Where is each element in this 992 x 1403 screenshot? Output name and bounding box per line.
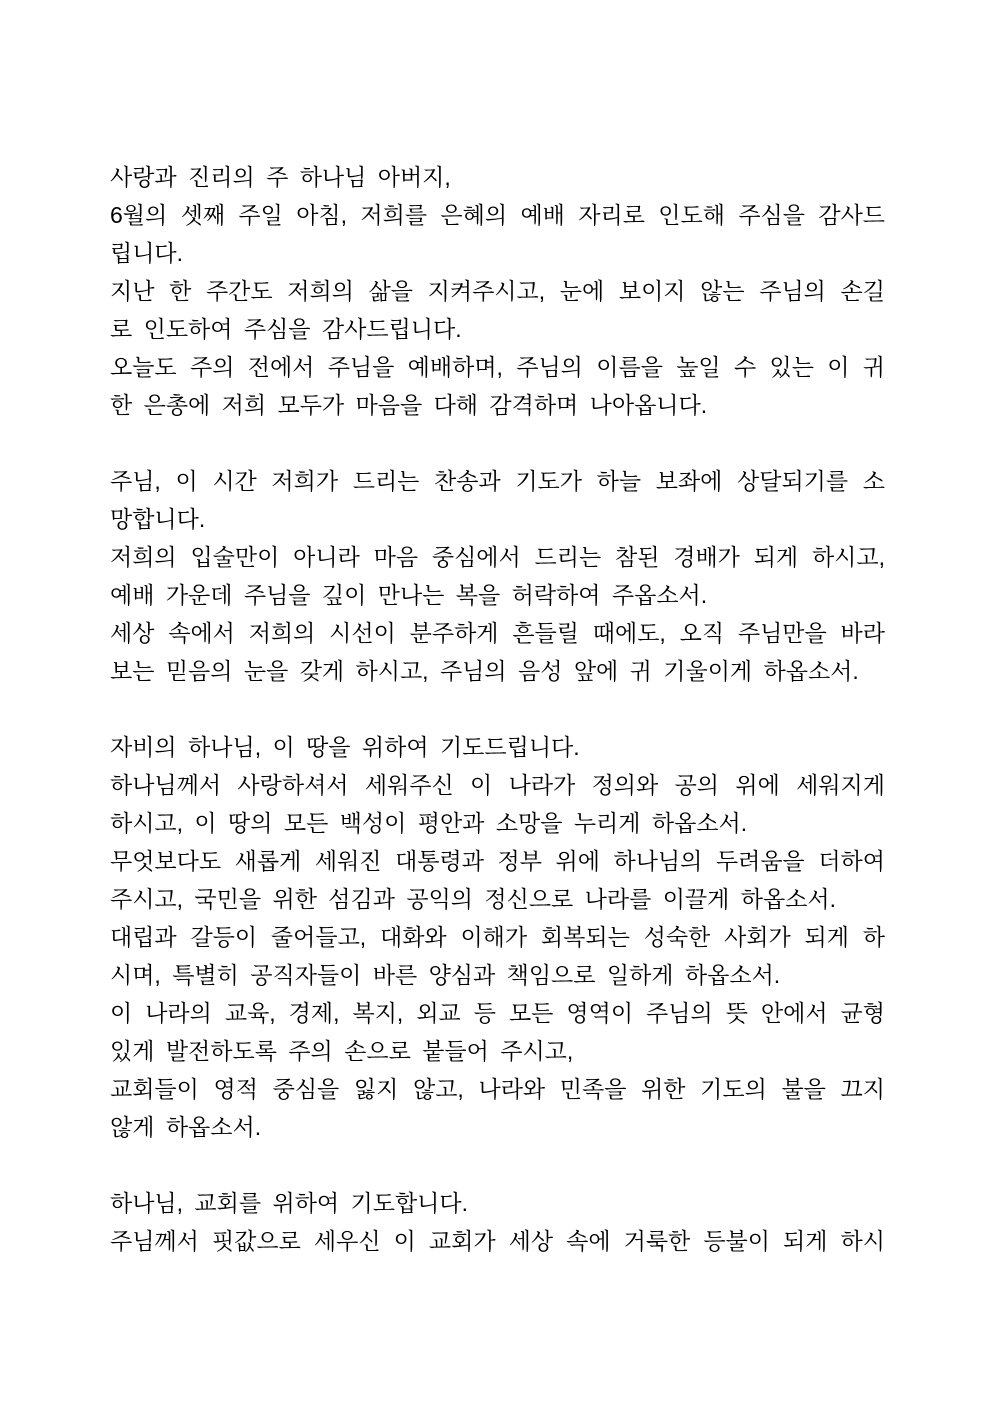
text-line: 시며, 특별히 공직자들이 바른 양심과 책임으로 일하게 하옵소서. (110, 962, 781, 988)
text-line: 하시고, 이 땅의 모든 백성이 평안과 소망을 누리게 하옵소서. (110, 810, 748, 836)
text-line: 세상 속에서 저희의 시선이 분주하게 흔들릴 때에도, 오직 주님만을 바라 (110, 620, 885, 646)
text-line: 망합니다. (110, 506, 206, 532)
text-line: 않게 하옵소서. (110, 1114, 262, 1140)
text-line: 자비의 하나님, 이 땅을 위하여 기도드립니다. (110, 734, 580, 760)
text-line: 사랑과 진리의 주 하나님 아버지, (110, 164, 451, 190)
text-line: 립니다. (110, 240, 184, 266)
text-line: 하나님께서 사랑하셔서 세워주신 이 나라가 정의와 공의 위에 세워지게 (110, 772, 885, 798)
text-line: 예배 가운데 주님을 깊이 만나는 복을 허락하여 주옵소서. (110, 582, 708, 608)
text-line: 주님께서 핏값으로 세우신 이 교회가 세상 속에 거룩한 등불이 되게 하시 (110, 1228, 885, 1254)
text-line: 6월의 셋째 주일 아침, 저희를 은혜의 예배 자리로 인도해 주심을 감사드 (110, 202, 885, 228)
text-line: 지난 한 주간도 저희의 삶을 지켜주시고, 눈에 보이지 않는 주님의 손길 (110, 278, 885, 304)
prayer-text (110, 158, 885, 1260)
text-line: 주님, 이 시간 저희가 드리는 찬송과 기도가 하늘 보좌에 상달되기를 소 (110, 468, 885, 494)
text-line: 이 나라의 교육, 경제, 복지, 외교 등 모든 영역이 주님의 뜻 안에서 균형 (110, 1000, 885, 1026)
blank-line (110, 1146, 885, 1184)
text-line: 하나님, 교회를 위하여 기도합니다. (110, 1190, 469, 1216)
text-line: 한 은총에 저희 모두가 마음을 다해 감격하며 나아옵니다. (110, 392, 708, 418)
text-line: 오늘도 주의 전에서 주님을 예배하며, 주님의 이름을 높일 수 있는 이 귀 (110, 354, 885, 380)
text-line: 무엇보다도 새롭게 세워진 대통령과 정부 위에 하나님의 두려움을 더하여 (110, 848, 885, 874)
text-line: 보는 믿음의 눈을 갖게 하시고, 주님의 음성 앞에 귀 기울이게 하옵소서. (110, 658, 859, 684)
blank-line (110, 424, 885, 462)
text-line: 교회들이 영적 중심을 잃지 않고, 나라와 민족을 위한 기도의 불을 끄지 (110, 1076, 885, 1102)
text-line: 로 인도하여 주심을 감사드립니다. (110, 316, 462, 342)
text-line: 저희의 입술만이 아니라 마음 중심에서 드리는 참된 경배가 되게 하시고, (110, 544, 885, 570)
text-line: 있게 발전하도록 주의 손으로 붙들어 주시고, (110, 1038, 574, 1064)
text-line: 주시고, 국민을 위한 섬김과 공익의 정신으로 나라를 이끌게 하옵소서. (110, 886, 837, 912)
blank-line (110, 690, 885, 728)
text-line: 대립과 갈등이 줄어들고, 대화와 이해가 회복되는 성숙한 사회가 되게 하 (110, 924, 885, 950)
